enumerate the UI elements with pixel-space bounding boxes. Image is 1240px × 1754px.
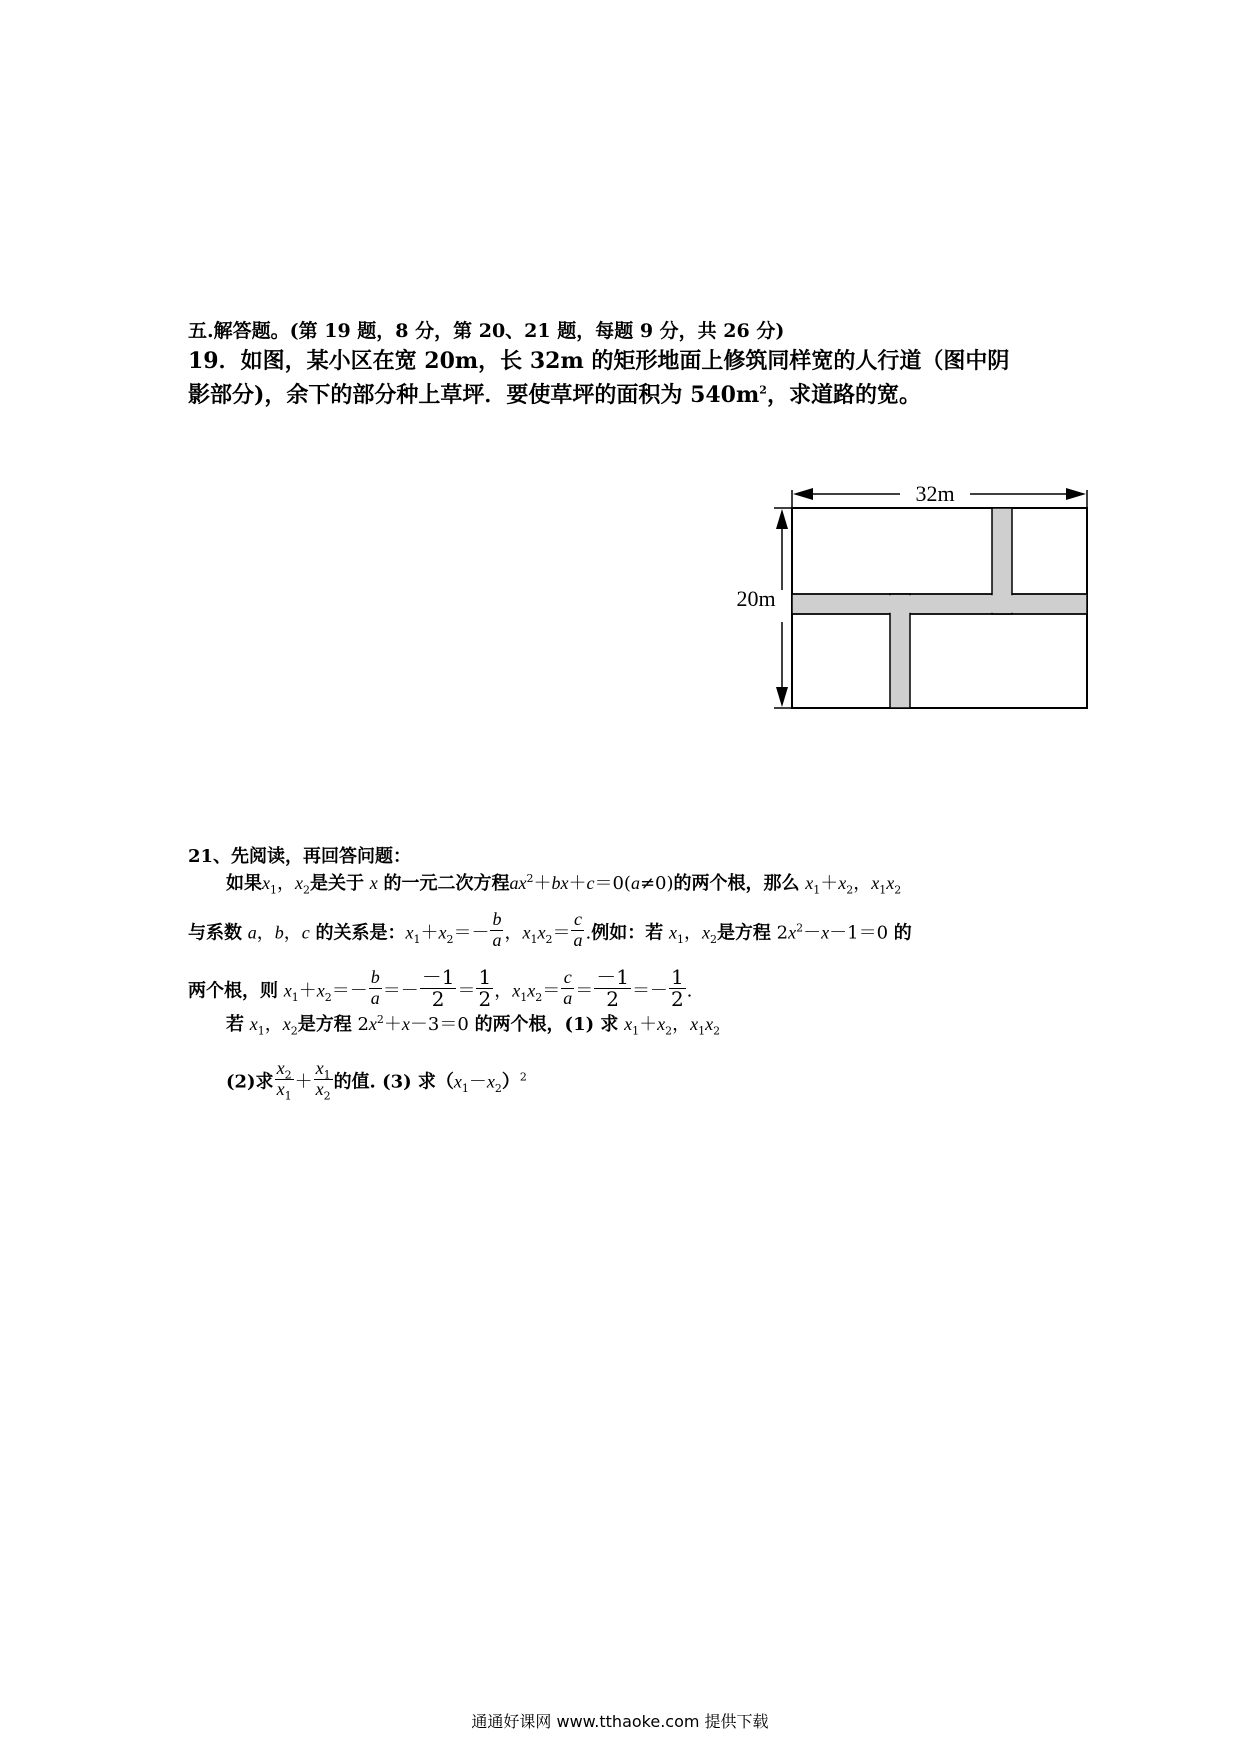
q21-title: 21、先阅读，再回答问题： (188, 846, 412, 867)
q19-line-1: 19．如图，某小区在宽 20m，长 32m 的矩形地面上修筑同样宽的人行道（图中阴 (188, 348, 1010, 374)
rectangle-figure (720, 470, 1100, 720)
page-footer: 通通好课网 www.tthaoke.com 提供下载 (471, 1712, 769, 1731)
q21-paragraph-1: 如果$x_1$，$x_2$是关于 x 的一元二次方程$ax^2+bx+c=0(a\ne 0)$的两个根，那么 $x_1+x_2$，$x_1x_2$ (226, 872, 902, 897)
width-label: 32m (915, 481, 955, 506)
q21-paragraph-4: 若 $x_1$，$x_2$是方程 $2x^2+x-3=0$ 的两个根，(1) 求 $x_1+x_2$，$x_1x_2$ (226, 1013, 721, 1038)
section-heading: 五.解答题。(第 19 题，8 分，第 20、21 题，每题 9 分，共 26 分) (188, 320, 785, 342)
q21-paragraph-2: 与系数 a，b，c 的关系是：$x_1+x_2=-$ $\frac{b}{a}$ ，$x_1x_2=$ $\frac{c}{a}$ .例如：若 $x_1$，$x_2$是方程 $2x^2-x-1=0$ 的 (188, 909, 912, 950)
height-label: 20m (736, 586, 776, 611)
q21-paragraph-3: 两个根，则 $x_1+x_2=-$ $\frac{b}{a}$ ＝－ $\frac{-1}{2}$ ＝ $\frac{1}{2}$ ，$x_1x_2=$ $\frac{c}{a}$ ＝ $\frac{-1}{2}$ ＝－ $\frac{1}{2}$ . (188, 965, 693, 1011)
q19-line-2: 影部分)，余下的部分种上草坪．要使草坪的面积为 $540m^2$，求道路的宽。 (188, 382, 921, 408)
q21-paragraph-5: (2)求 $\frac{x_2}{x_1}$ ＋ $\frac{x_1}{x_2}$ 的值. (3) 求$(x_1-x_2)^2$ (226, 1058, 527, 1103)
